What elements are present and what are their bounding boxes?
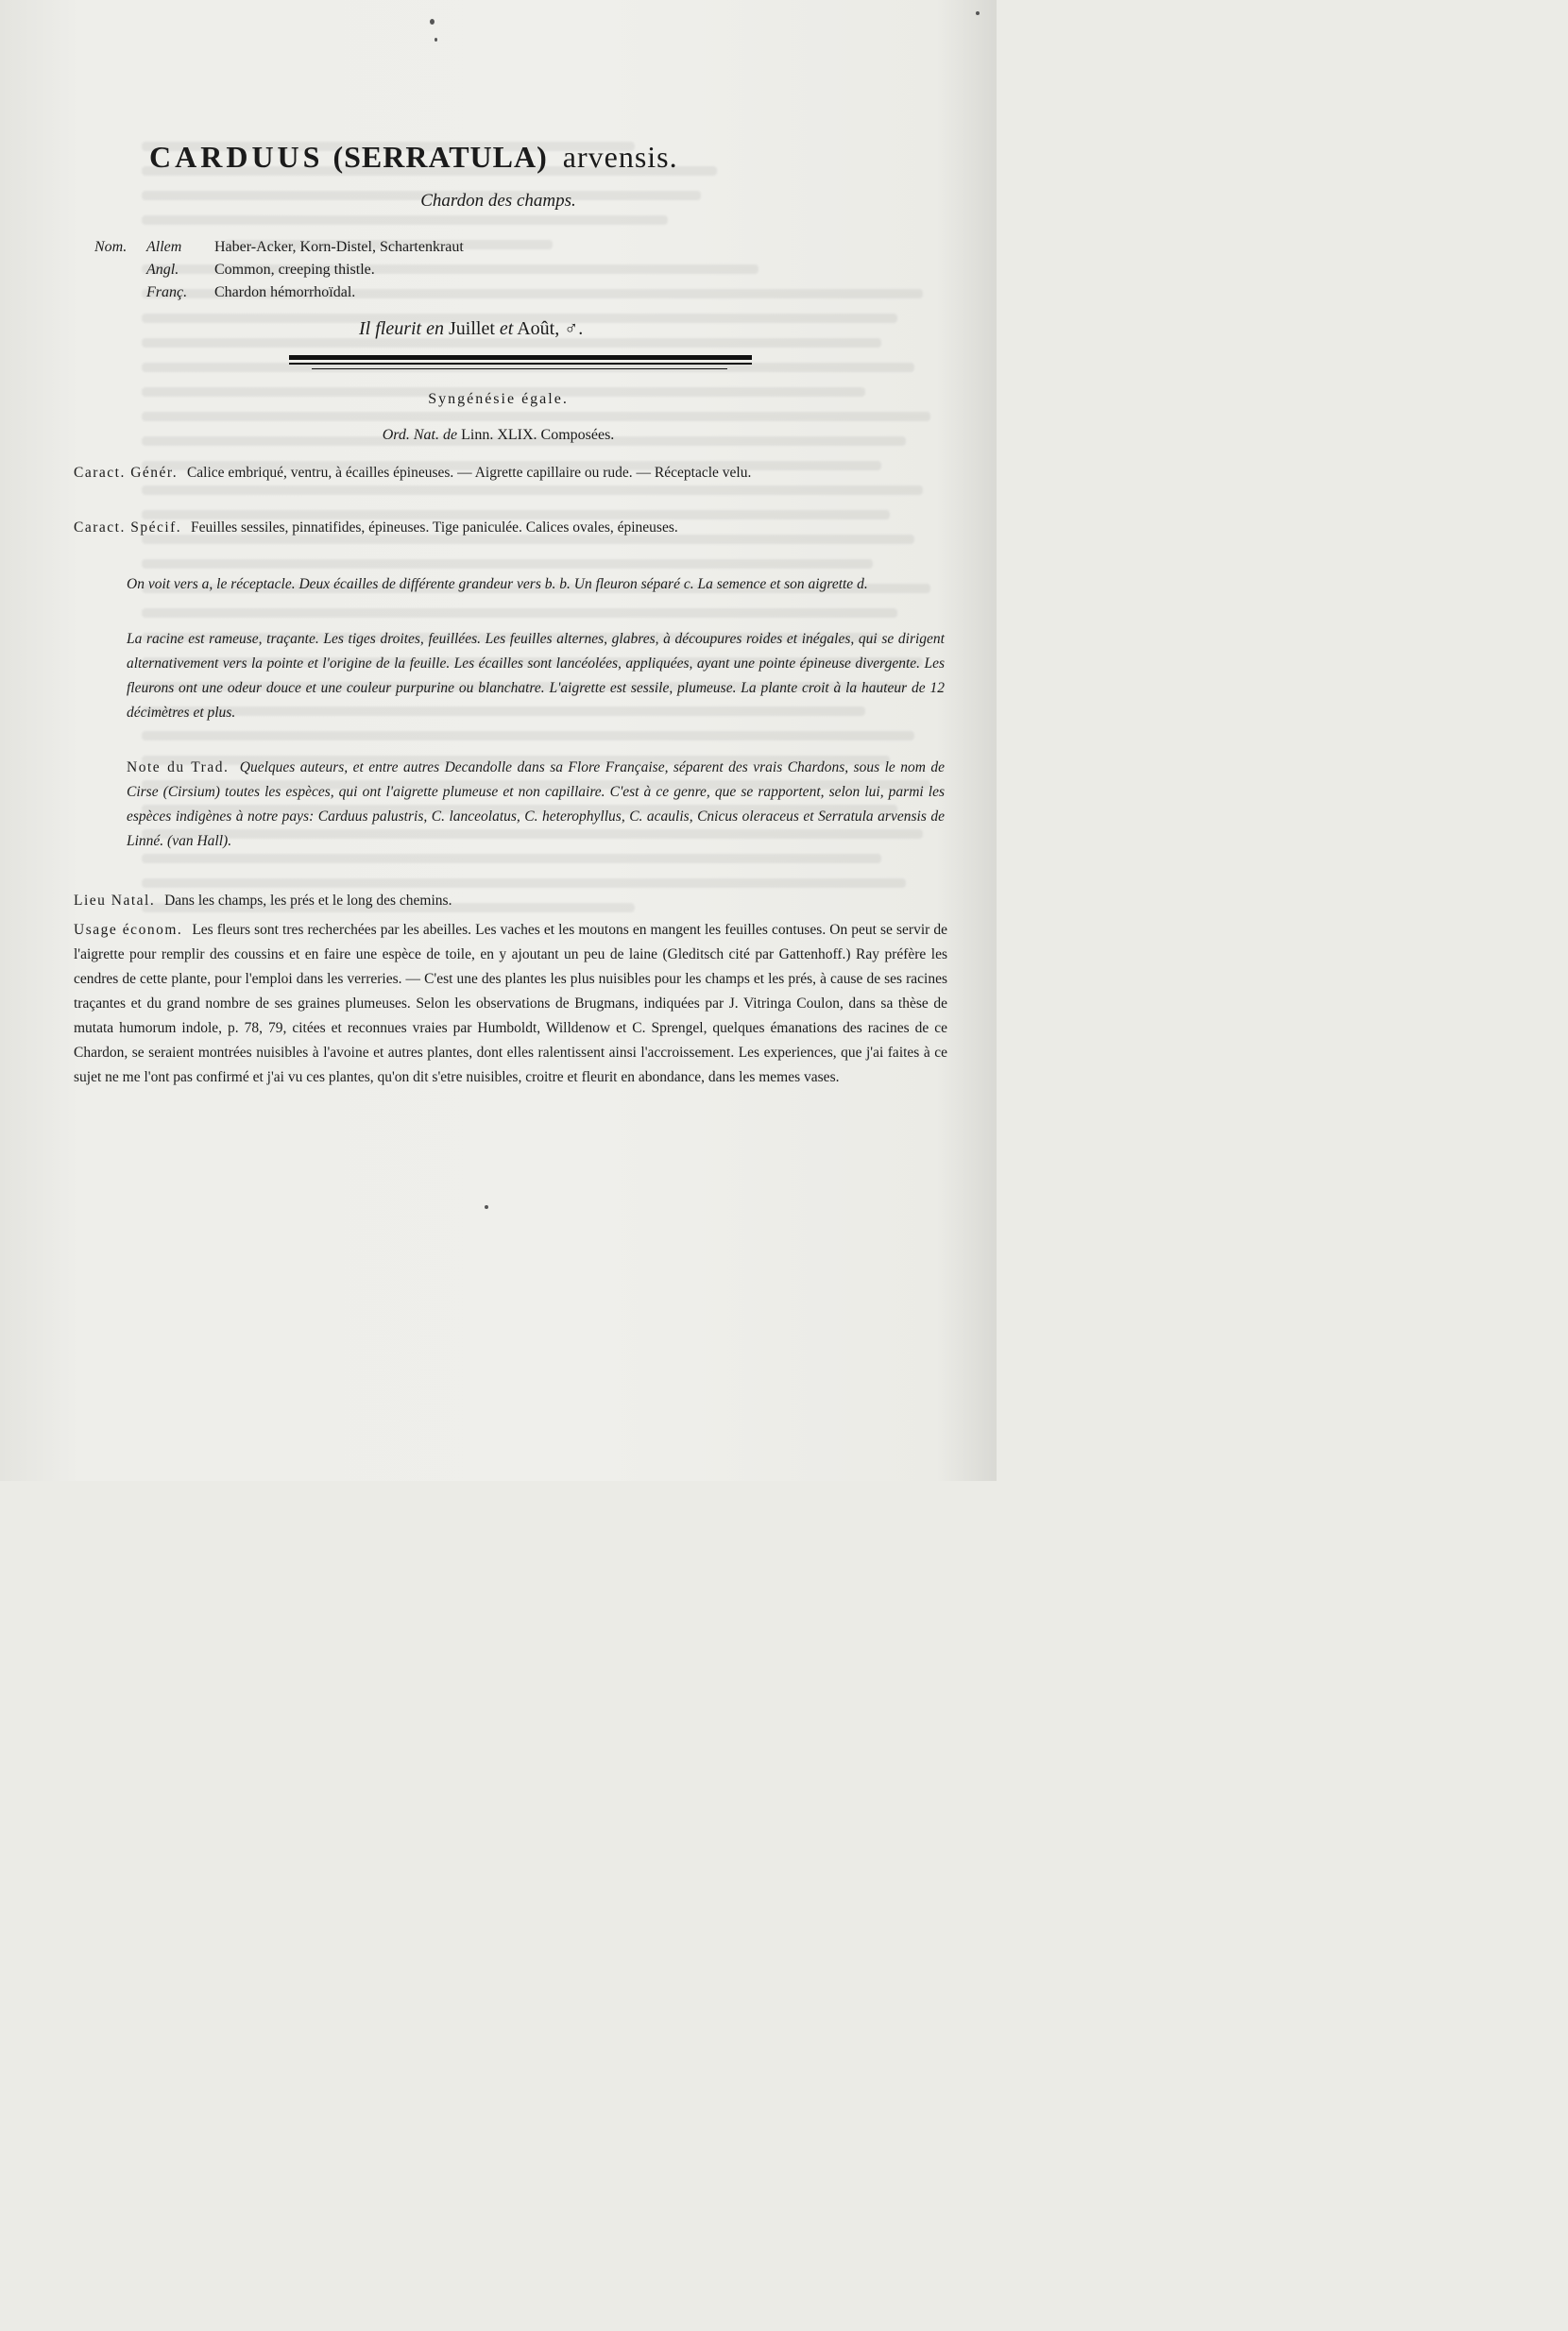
- economic-use: [74, 918, 947, 1090]
- page-title: [149, 140, 886, 175]
- specific-characters-heading: Caract. Spécif.: [74, 519, 182, 536]
- economic-use-text: Les fleurs sont tres recherchées par les abeilles. Les vaches et les moutons en mangent les feuilles contuses. On peut se servir de l'aigrette pour remplir des coussins et en faire une espèce de toile, en y ajoutant un peu de laine (Gleditsch cité par Gattenhoff.) Ray préfère les cendres de cette plante, pour l'emploi dans les verreries. — C'est une des plantes les plus nuisibles pour les champs et les prés, à cause de ses racines traçantes et du grand nombre de ses graines plumeuses. Selon les observations de Brugmans, indiquées par J. Vitringa Coulon, dans sa thèse de mutata humorum indole, p. 78, 79, citées et reconnues vraies par Humboldt, Willdenow et C. Sprengel, quelques émanations des racines de ce Chardon, se seraient montrées nuisibles à l'avoine et autres plantes, dont elles ralentissent ainsi l'accroissement. Les experiences, que j'ai faites à ce sujet ne me l'ont pas confirmé et j'ai vu ces plantes, qu'on dit s'etre nuisibles, croitre et fleurit en abondance, dans les memes vases.: [74, 922, 948, 1085]
- natural-order-prefix: Ord. Nat. de: [382, 427, 458, 443]
- paper-speck: [430, 19, 435, 25]
- page-background: [0, 0, 997, 1481]
- vernacular-names: [94, 236, 464, 304]
- paper-speck: [485, 1205, 488, 1209]
- translator-note-heading: Note du Trad.: [127, 759, 230, 775]
- lang-french: Franç.: [146, 284, 188, 300]
- flowering-et: et: [499, 318, 514, 339]
- title-species: arvensis.: [562, 140, 678, 174]
- translator-note-text: Quelques auteurs, et entre autres Decandolle dans sa Flore Française, séparent des vrais Chardons, sous le nom de Cirse (Cirsium) toutes les espèces, qui ont l'aigrette plumeuse et non capillaire. C'est à ce genre, que se rapportent, selon lui, parmi les espèces indigènes à notre pays: Carduus palustris, C. lanceolatus, C. heterophyllus, C. acaulis, Cnicus oleraceus et Serratula arvensis de Linné. (van Hall).: [127, 759, 946, 849]
- title-genus: CARDUUS: [149, 140, 324, 174]
- divider-rule: [312, 368, 727, 369]
- figure-explanation: On voit vers a, le réceptacle. Deux écailles de différente grandeur vers b. b. Un fleuron séparé c. La semence et son aigrette d.: [127, 576, 868, 592]
- plant-description: La racine est rameuse, traçante. Les tiges droites, feuillées. Les feuilles alternes, glabres, à découpures roides et inégales, qui se dirigent alternativement vers la pointe et l'origine de la feuille. Les écailles sont lancéolées, appliquées, ayant une pointe épineuse divergente. Les fleurons ont une odeur douce et une couleur purpurine ou blanchatre. L'aigrette est sessile, plumeuse. La plante croit à la hauteur de 12 décimètres et plus.: [127, 631, 945, 721]
- habitat: [74, 889, 947, 913]
- linnaean-class: Syngénésie égale.: [428, 391, 569, 407]
- flowering-month-2: Août, ♂.: [517, 318, 584, 339]
- name-row-german: [94, 236, 464, 259]
- generic-characters-heading: Caract. Génér.: [74, 465, 179, 481]
- flowering-time: [359, 318, 583, 340]
- divider-rule: [289, 363, 752, 365]
- generic-characters: [74, 461, 947, 485]
- specific-characters: [74, 516, 947, 540]
- name-german: Haber-Acker, Korn-Distel, Schartenkraut: [214, 239, 464, 255]
- lang-english: Angl.: [146, 262, 179, 278]
- names-label: Nom.: [94, 239, 128, 255]
- lang-german: Allem: [146, 239, 182, 255]
- natural-order-name: Linn. XLIX. Composées.: [461, 427, 615, 443]
- habitat-heading: Lieu Natal.: [74, 893, 156, 909]
- generic-characters-text: Calice embriqué, ventru, à écailles épineuses. — Aigrette capillaire ou rude. — Réceptacle velu.: [186, 465, 752, 481]
- flowering-month-1: Juillet: [449, 318, 495, 339]
- flowering-prefix: Il fleurit: [359, 318, 422, 339]
- specific-characters-text: Feuilles sessiles, pinnatifides, épineuses. Tige paniculée. Calices ovales, épineuses.: [191, 519, 678, 536]
- title-synonym: (SERRATULA): [332, 140, 548, 174]
- economic-use-heading: Usage économ.: [74, 922, 183, 938]
- paper-speck: [976, 11, 980, 15]
- habitat-text: Dans les champs, les prés et le long des chemins.: [164, 893, 452, 909]
- natural-order: [0, 427, 997, 444]
- divider-rule: [289, 355, 752, 360]
- translator-note: [127, 756, 945, 854]
- name-row-english: [94, 259, 464, 281]
- name-english: Common, creeping thistle.: [214, 262, 375, 278]
- name-french: Chardon hémorrhoïdal.: [214, 284, 356, 300]
- flowering-en: en: [426, 318, 444, 339]
- name-row-french: [94, 281, 464, 304]
- paper-speck: [435, 38, 437, 42]
- common-name: Chardon des champs.: [420, 191, 576, 211]
